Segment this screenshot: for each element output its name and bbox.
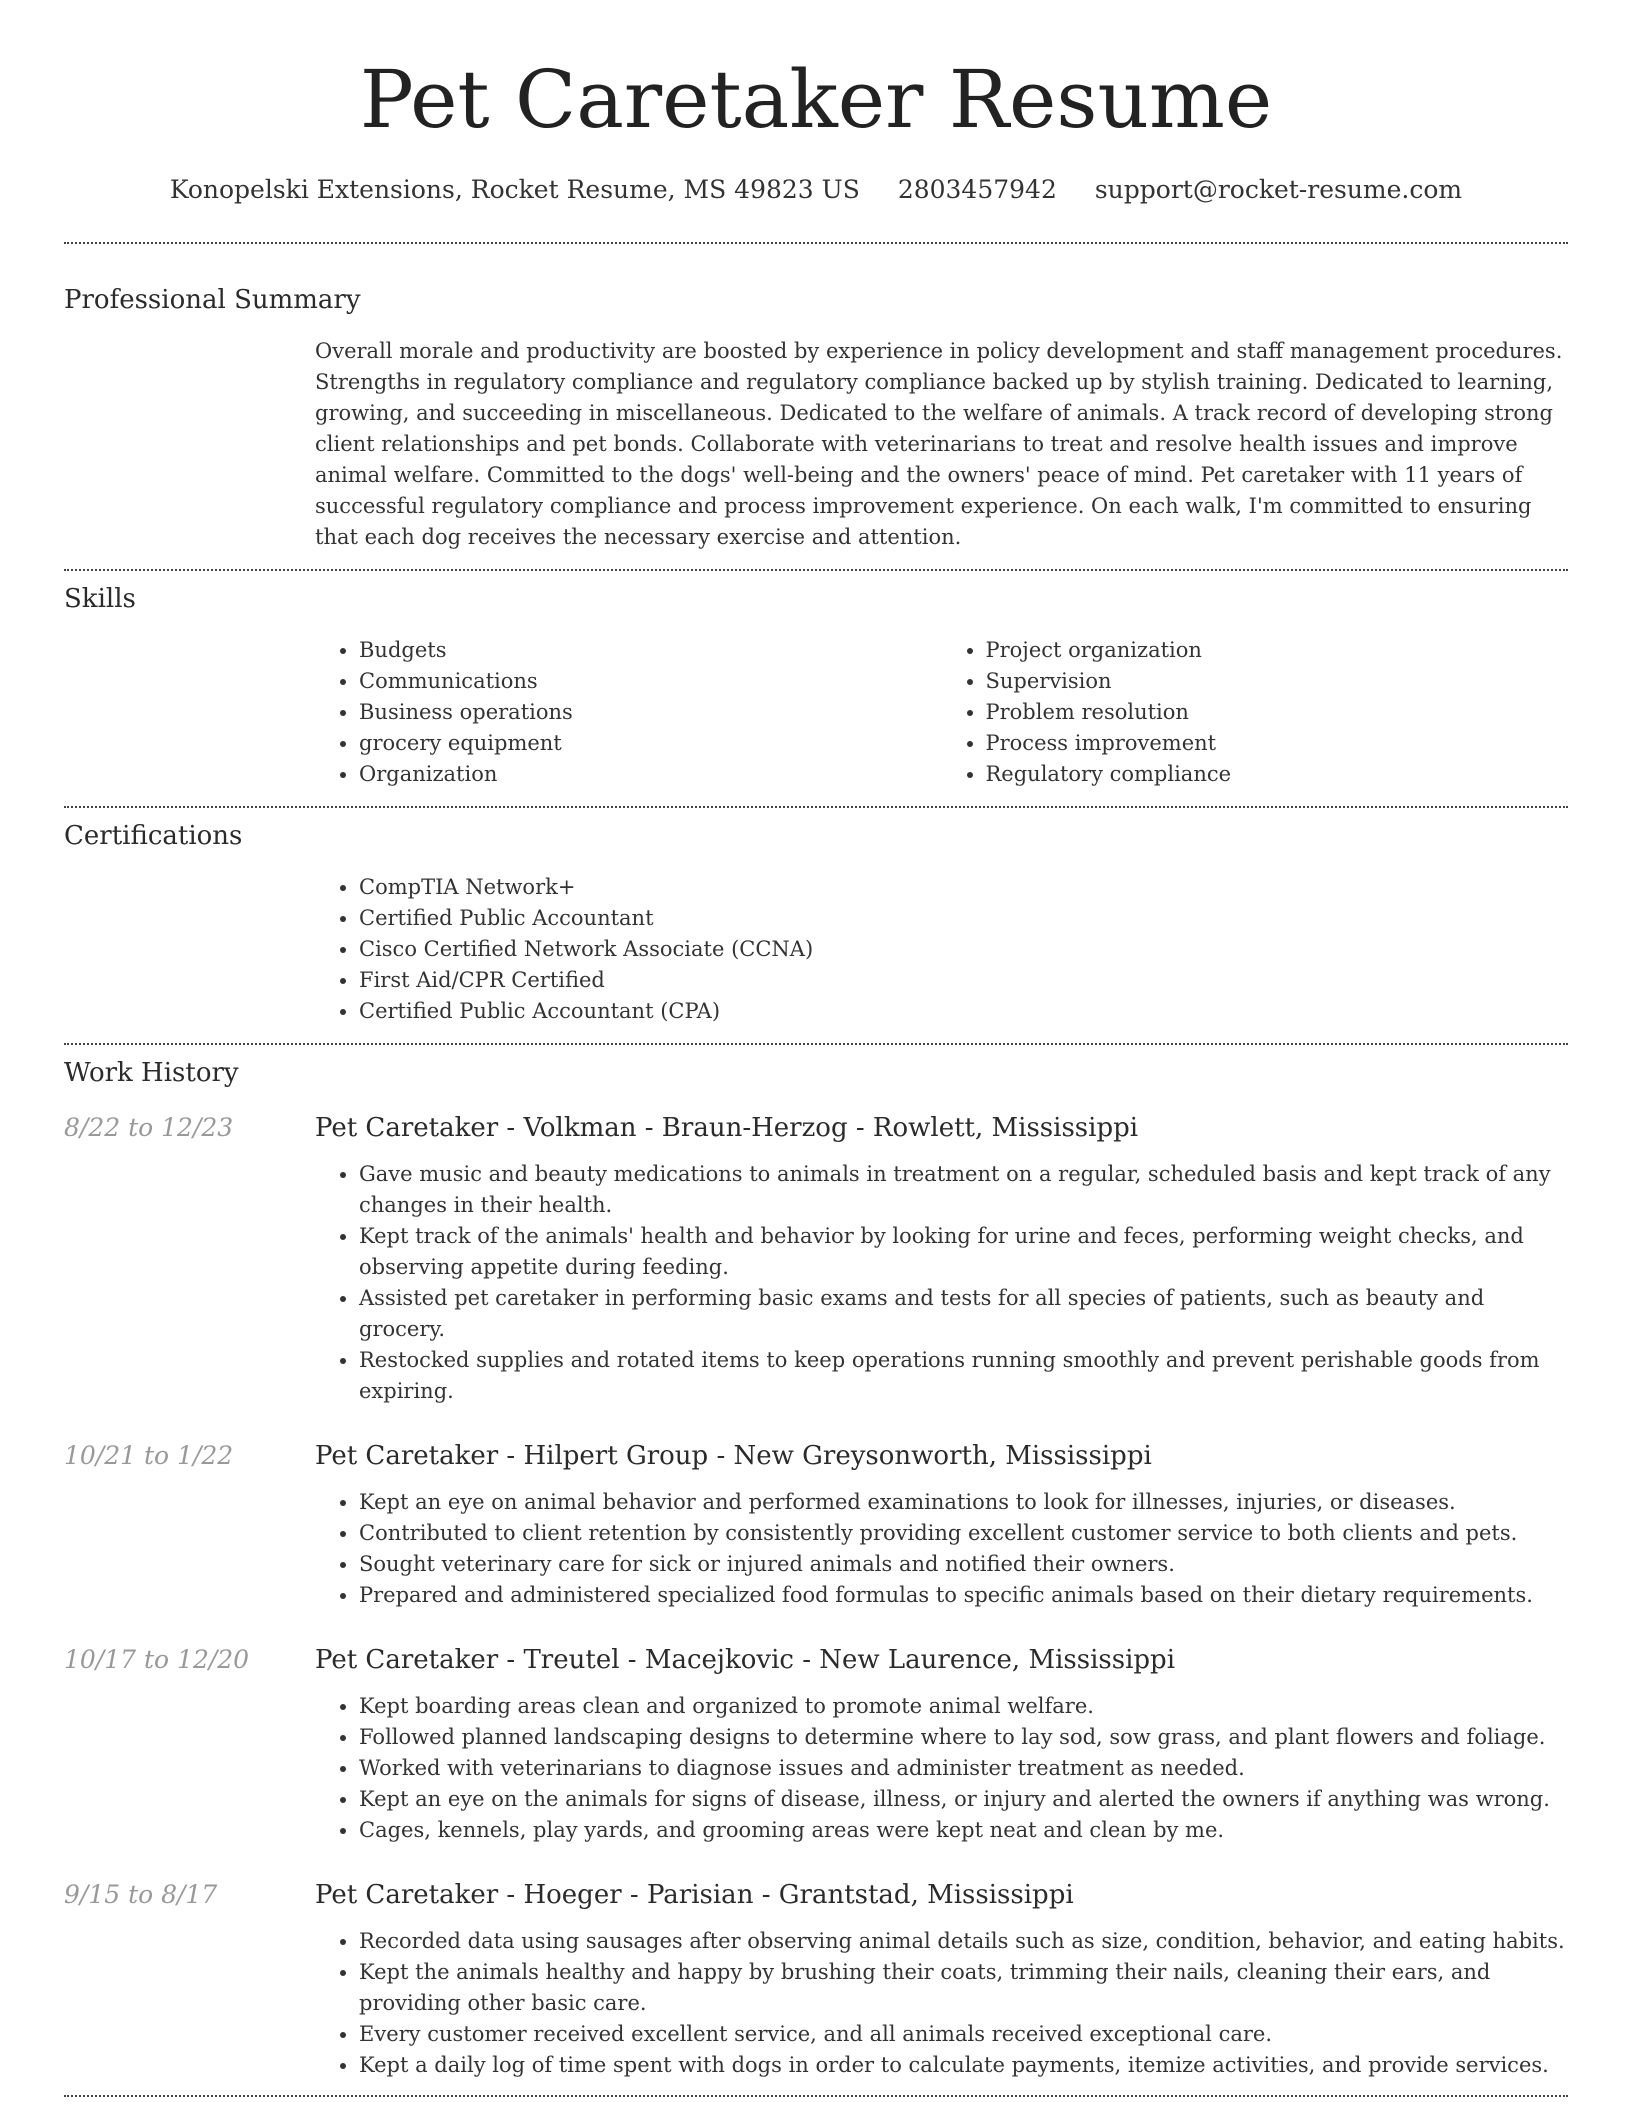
skill-item: • Business operations bbox=[359, 697, 942, 728]
job-bullet: • Followed planned landscaping designs to determine where to lay sod, sow grass, and plant flowers and foliage. bbox=[359, 1722, 1568, 1753]
certification-item: • Cisco Certified Network Associate (CCNA) bbox=[359, 934, 1568, 965]
certification-item: • First Aid/CPR Certified bbox=[359, 965, 1568, 996]
job-bullet: • Kept boarding areas clean and organized to promote animal welfare. bbox=[359, 1691, 1568, 1722]
job-bullet: • Kept an eye on the animals for signs of disease, illness, or injury and alerted the owners if anything was wrong. bbox=[359, 1784, 1568, 1815]
certification-item: • CompTIA Network+ bbox=[359, 872, 1568, 903]
job-title: Pet Caretaker - Hoeger - Parisian - Grantstad, Mississippi bbox=[315, 1880, 1074, 1910]
certification-item: • Certified Public Accountant bbox=[359, 903, 1568, 934]
job-bullets bbox=[315, 1159, 1568, 1407]
skill-item: • Organization bbox=[359, 759, 942, 790]
skill-item: • Communications bbox=[359, 666, 942, 697]
work-divider bbox=[64, 2095, 1568, 2097]
contact-address: Konopelski Extensions, Rocket Resume, MS 49823 US bbox=[169, 175, 860, 204]
contact-email: support@rocket-resume.com bbox=[1094, 175, 1463, 204]
job-bullet: • Gave music and beauty medications to animals in treatment on a regular, scheduled basis and kept track of any changes in their health. bbox=[359, 1159, 1568, 1221]
skill-item: • grocery equipment bbox=[359, 728, 942, 759]
job-bullet: • Sought veterinary care for sick or injured animals and notified their owners. bbox=[359, 1549, 1568, 1580]
work-heading: Work History bbox=[64, 1058, 239, 1088]
job-bullet: • Every customer received excellent service, and all animals received exceptional care. bbox=[359, 2019, 1568, 2050]
job-date: 8/22 to 12/23 bbox=[64, 1113, 234, 1142]
job-bullet: • Recorded data using sausages after observing animal details such as size, condition, behavior, and eating habits. bbox=[359, 1926, 1568, 1957]
job-bullet: • Assisted pet caretaker in performing basic exams and tests for all species of patients, such as beauty and grocery. bbox=[359, 1283, 1568, 1345]
certifications-content bbox=[315, 872, 1568, 1027]
certifications-section bbox=[64, 808, 1568, 1027]
summary-section bbox=[64, 244, 1568, 553]
contact-line bbox=[64, 172, 1568, 208]
job-date: 10/21 to 1/22 bbox=[64, 1441, 234, 1470]
job-entry bbox=[64, 1111, 1568, 1407]
summary-content bbox=[315, 336, 1568, 553]
skill-item: • Problem resolution bbox=[986, 697, 1569, 728]
skills-list-right bbox=[942, 635, 1569, 790]
skills-section bbox=[64, 571, 1568, 790]
job-bullet: • Contributed to client retention by consistently providing excellent customer service to both clients and pets. bbox=[359, 1518, 1568, 1549]
summary-text: Overall morale and productivity are boosted by experience in policy development and staff management procedures. Strengths in regulatory compliance and regulatory compliance backed up by stylish training. Dedicated to learning, growing, and succeeding in miscellaneous. Dedicated to the welfare of animals. A track record of developing strong client relationships and pet bonds. Collaborate with veterinarians to treat and resolve health issues and improve animal welfare. Committed to the dogs' well-being and the owners' peace of mind. Pet caretaker with 11 years of successful regulatory compliance and process improvement experience. On each walk, I'm committed to ensuring that each dog receives the necessary exercise and attention. bbox=[315, 339, 1563, 549]
job-bullet: • Restocked supplies and rotated items to keep operations running smoothly and prevent perishable goods from expiring. bbox=[359, 1345, 1568, 1407]
skills-content bbox=[315, 635, 1568, 790]
job-bullets bbox=[315, 1487, 1568, 1611]
skill-item: • Supervision bbox=[986, 666, 1569, 697]
job-bullet: • Kept an eye on animal behavior and performed examinations to look for illnesses, injuries, or diseases. bbox=[359, 1487, 1568, 1518]
resume-title: Pet Caretaker Resume bbox=[359, 53, 1273, 146]
skill-item: • Project organization bbox=[986, 635, 1569, 666]
job-entry bbox=[64, 1439, 1568, 1611]
certifications-heading: Certifications bbox=[64, 821, 243, 851]
job-title: Pet Caretaker - Treutel - Macejkovic - New Laurence, Mississippi bbox=[315, 1645, 1176, 1675]
summary-heading: Professional Summary bbox=[64, 285, 361, 315]
job-bullet: • Worked with veterinarians to diagnose issues and administer treatment as needed. bbox=[359, 1753, 1568, 1784]
job-date: 9/15 to 8/17 bbox=[64, 1880, 218, 1909]
job-title: Pet Caretaker - Hilpert Group - New Greysonworth, Mississippi bbox=[315, 1441, 1152, 1471]
job-title: Pet Caretaker - Volkman - Braun-Herzog - Rowlett, Mississippi bbox=[315, 1113, 1139, 1143]
job-bullet: • Cages, kennels, play yards, and grooming areas were kept neat and clean by me. bbox=[359, 1815, 1568, 1846]
certifications-list bbox=[315, 872, 1568, 1027]
work-section bbox=[64, 1045, 1568, 2081]
job-bullet: • Prepared and administered specialized food formulas to specific animals based on their dietary requirements. bbox=[359, 1580, 1568, 1611]
contact-phone: 2803457942 bbox=[897, 175, 1057, 204]
skill-item: • Regulatory compliance bbox=[986, 759, 1569, 790]
job-bullets bbox=[315, 1926, 1568, 2081]
job-bullet: • Kept track of the animals' health and behavior by looking for urine and feces, performing weight checks, and observing appetite during feeding. bbox=[359, 1221, 1568, 1283]
certification-item: • Certified Public Accountant (CPA) bbox=[359, 996, 1568, 1027]
skill-item: • Budgets bbox=[359, 635, 942, 666]
job-entry bbox=[64, 1643, 1568, 1846]
job-date: 10/17 to 12/20 bbox=[64, 1645, 250, 1674]
resume-page bbox=[64, 0, 1568, 2097]
job-bullets bbox=[315, 1691, 1568, 1846]
job-bullet: • Kept the animals healthy and happy by brushing their coats, trimming their nails, cleaning their ears, and providing other basic care. bbox=[359, 1957, 1568, 2019]
skills-heading: Skills bbox=[64, 584, 136, 614]
job-bullet: • Kept a daily log of time spent with dogs in order to calculate payments, itemize activities, and provide services. bbox=[359, 2050, 1568, 2081]
skill-item: • Process improvement bbox=[986, 728, 1569, 759]
job-entry bbox=[64, 1878, 1568, 2081]
skills-list-left bbox=[315, 635, 942, 790]
